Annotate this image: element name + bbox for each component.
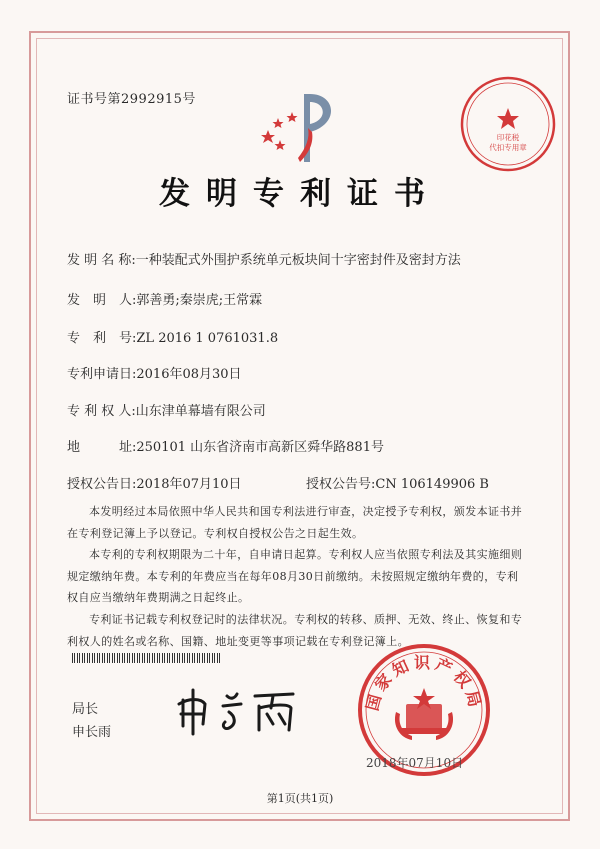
patent-number-field — [67, 327, 278, 346]
certificate-number: 证书号第2992915号 — [67, 92, 196, 107]
address-field — [67, 436, 384, 455]
grant-number-field — [306, 473, 489, 492]
patentee-value: 山东津单幕墙有限公司 — [135, 404, 266, 419]
grant-number-value: CN 106149906 B — [375, 477, 489, 492]
seal-date: 2018年07月10日 — [366, 756, 464, 770]
filing-date-label: 专利申请日: — [67, 367, 137, 382]
director-name: 申长雨 — [72, 725, 112, 740]
tax-seal — [458, 74, 558, 174]
address-label: 地 址: — [67, 440, 137, 455]
filing-date-field — [67, 363, 242, 382]
invention-name-label: 发 明 名 称: — [67, 253, 136, 268]
svg-text:印花税: 印花税 — [496, 133, 520, 142]
svg-text:代扣专用章: 代扣专用章 — [489, 143, 527, 152]
patentee-label: 专 利 权 人: — [67, 404, 136, 419]
svg-text:国家知识产权局: 国家知识产权局 — [362, 653, 486, 713]
sipo-logo — [258, 88, 346, 168]
grant-date-value: 2018年07月10日 — [136, 477, 242, 492]
page-footer: 第1页(共1页) — [266, 792, 334, 805]
grant-number-label: 授权公告号: — [306, 477, 376, 492]
invention-name-field — [67, 249, 461, 268]
patent-number-value: ZL 2016 1 0761031.8 — [136, 331, 279, 346]
paragraph-2: 本专利的专利权期限为二十年，自申请日起算。专利权人应当依照专利法及其实施细则规定缴纳年费。本专利的年费应当在每年08月30日前缴纳。未按照规定缴纳年费的，专利权自应当缴纳年费期满之日起终止。 — [67, 548, 523, 604]
grant-date-field — [67, 473, 242, 492]
filing-date-value: 2016年08月30日 — [136, 367, 242, 382]
director-title: 局长 — [72, 702, 99, 717]
paragraph-1: 本发明经过本局依照中华人民共和国专利法进行审查，决定授予专利权，颁发本证书并在专利登记簿上予以登记。专利权自授权公告之日起生效。 — [67, 505, 523, 540]
invention-name-value: 一种装配式外围护系统单元板块间十字密封件及密封方法 — [135, 253, 461, 268]
inventor-value: 郭善勇;秦崇虎;王常霖 — [136, 293, 263, 308]
address-value: 250101 山东省济南市高新区舜华路881号 — [136, 440, 384, 455]
barcode — [72, 653, 222, 663]
paragraph-3: 专利证书记载专利权登记时的法律状况。专利权的转移、质押、无效、终止、恢复和专利权人的姓名或名称、国籍、地址变更等事项记载在专利登记簿上。 — [67, 613, 523, 648]
grant-date-label: 授权公告日: — [67, 477, 137, 492]
patent-number-label: 专 利 号: — [67, 331, 137, 346]
director-signature — [175, 686, 300, 736]
inventor-label: 发 明 人: — [67, 293, 137, 308]
inventor-field — [67, 289, 262, 308]
patentee-field — [67, 400, 266, 419]
certificate-title: 发明专利证书 — [159, 176, 441, 212]
